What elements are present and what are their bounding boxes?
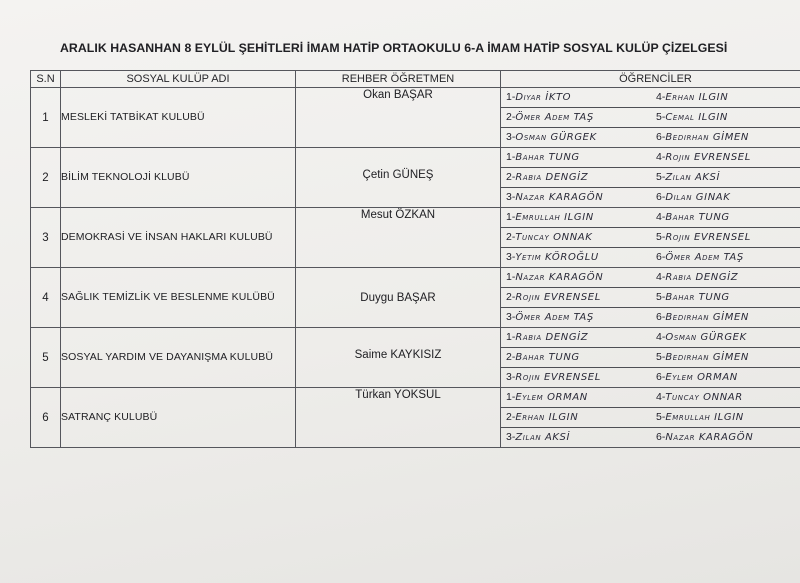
students-cell [501, 268, 800, 328]
student-entry: 3-Zilan AKSİ [506, 431, 571, 443]
student-entry: 5-Rojin EVRENSEL [651, 228, 800, 248]
student-entry: 2-Bahar TUNG [501, 348, 651, 368]
student-entry: 5-Zilan AKSİ [651, 168, 800, 188]
teacher-name: Çetin GÜNEŞ [296, 148, 501, 208]
club-name: SOSYAL YARDIM VE DAYANIŞMA KULUBÜ [61, 328, 296, 388]
club-name: SATRANÇ KULUBÜ [61, 388, 296, 448]
students-cell [501, 88, 800, 148]
table-header-row [31, 71, 800, 88]
table-row [31, 148, 800, 208]
document-title: ARALIK HASANHAN 8 EYLÜL ŞEHİTLERİ İMAM HATİP ORTAOKULU 6-A İMAM HATİP SOSYAL KULÜP ÇİZELGESİ [60, 41, 728, 55]
student-entry: 6-Bedirhan GİMEN [656, 131, 749, 143]
students-cell [501, 208, 800, 268]
student-entry: 6-Nazar KARAGÖN [656, 431, 754, 443]
student-entry: 5-Emrullah ILGIN [651, 408, 800, 428]
student-entry: 1-Rabia DENGİZ [501, 328, 651, 348]
student-entry: 1-Bahar TUNG [501, 148, 651, 168]
student-entry: 1-Emrullah ILGIN [501, 208, 651, 228]
students-cell [501, 148, 800, 208]
table-row [31, 328, 800, 388]
student-entry: 2-Tuncay ONNAK [501, 228, 651, 248]
student-entry: 4-Rojin EVRENSEL [651, 148, 800, 168]
student-entry: 3-Nazar KARAGÖN [506, 191, 604, 203]
row-number: 2 [31, 148, 61, 208]
student-entry: 6-Ömer Adem TAŞ [656, 251, 744, 263]
students-list [501, 328, 800, 387]
table-row [31, 388, 800, 448]
student-entry: 3-Rojin EVRENSEL [506, 371, 601, 383]
student-entry: 2-Rabia DENGİZ [501, 168, 651, 188]
row-number: 3 [31, 208, 61, 268]
student-entry: 4-Rabia DENGİZ [651, 268, 800, 288]
row-number: 6 [31, 388, 61, 448]
header-club-name: SOSYAL KULÜP ADI [61, 71, 296, 88]
student-entry: 5-Cemal ILGIN [651, 108, 800, 128]
teacher-name: Mesut ÖZKAN [296, 208, 501, 268]
student-entry: 3-Ömer Adem TAŞ [506, 311, 594, 323]
student-entry: 6-Bedirhan GİMEN [656, 311, 749, 323]
student-entry: 4-Osman GÜRGEK [651, 328, 800, 348]
students-cell [501, 388, 800, 448]
header-teacher: REHBER ÖĞRETMEN [296, 71, 501, 88]
student-entry: 6-Dilan GINAK [656, 191, 731, 203]
teacher-name: Duygu BAŞAR [296, 268, 501, 328]
student-entry: 4-Tuncay ONNAR [651, 388, 800, 408]
student-entry: 2-Ömer Adem TAŞ [501, 108, 651, 128]
club-name: DEMOKRASİ VE İNSAN HAKLARI KULUBÜ [61, 208, 296, 268]
student-entry: 1-Eylem ORMAN [501, 388, 651, 408]
table-row [31, 268, 800, 328]
student-entry: 4-Bahar TUNG [651, 208, 800, 228]
row-number: 4 [31, 268, 61, 328]
students-list [501, 388, 800, 447]
student-entry: 5-Bedirhan GİMEN [651, 348, 800, 368]
student-entry: 3-Osman GÜRGEK [506, 131, 597, 143]
club-schedule-table [30, 70, 800, 448]
club-name: BİLİM TEKNOLOJİ KLUBÜ [61, 148, 296, 208]
table-row [31, 208, 800, 268]
student-entry: 1-Nazar KARAGÖN [501, 268, 651, 288]
club-name: MESLEKİ TATBİKAT KULUBÜ [61, 88, 296, 148]
teacher-name: Saime KAYKISIZ [296, 328, 501, 388]
student-entry: 1-Diyar İKTO [501, 88, 651, 108]
students-list [501, 88, 800, 147]
student-entry: 2-Erhan ILGIN [501, 408, 651, 428]
row-number: 5 [31, 328, 61, 388]
student-entry: 4-Erhan ILGIN [651, 88, 800, 108]
row-number: 1 [31, 88, 61, 148]
header-sn: S.N [31, 71, 61, 88]
club-name: SAĞLIK TEMİZLİK VE BESLENME KULÜBÜ [61, 268, 296, 328]
teacher-name: Türkan YOKSUL [296, 388, 501, 448]
students-list [501, 148, 800, 207]
student-entry: 6-Eylem ORMAN [656, 371, 738, 383]
student-entry: 5-Bahar TUNG [651, 288, 800, 308]
header-students: ÖĞRENCİLER [501, 71, 800, 88]
students-list [501, 208, 800, 267]
student-entry: 3-Yetim KÖROĞLU [506, 251, 599, 263]
students-list [501, 268, 800, 327]
teacher-name: Okan BAŞAR [296, 88, 501, 148]
student-entry: 2-Rojin EVRENSEL [501, 288, 651, 308]
table-row [31, 88, 800, 148]
students-cell [501, 328, 800, 388]
